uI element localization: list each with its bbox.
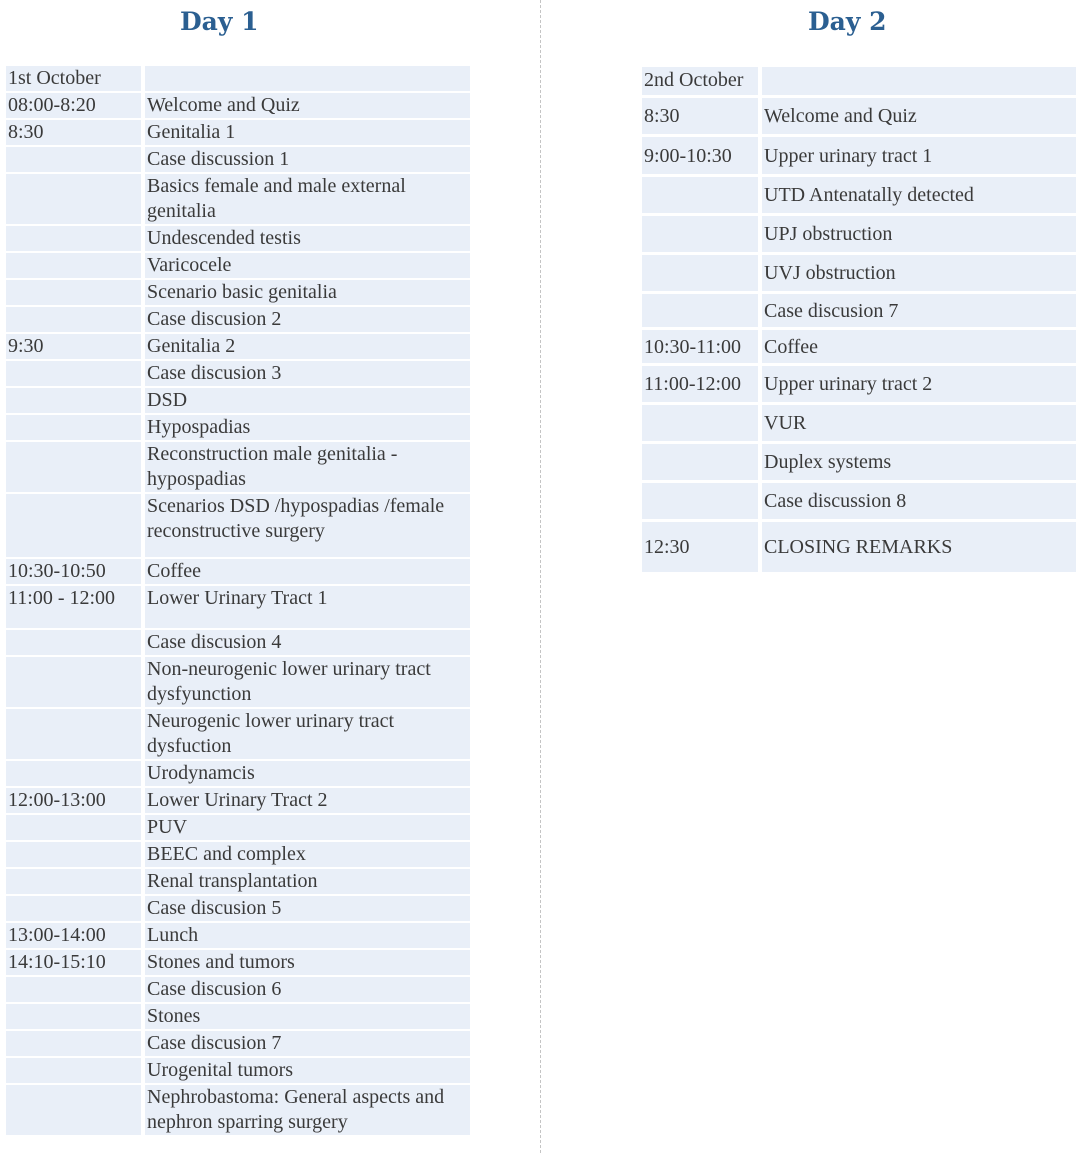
session-time: [642, 255, 758, 291]
session-topic: DSD: [145, 388, 470, 413]
session-topic: Case discusion 4: [145, 630, 470, 655]
schedule-row: [6, 657, 470, 707]
schedule-row: [6, 923, 470, 948]
session-topic: Upper urinary tract 1: [762, 137, 1076, 174]
session-time: [642, 216, 758, 252]
session-topic: Stones: [145, 1004, 470, 1029]
session-topic: Stones and tumors: [145, 950, 470, 975]
day1-schedule-table: [6, 64, 470, 1137]
session-topic: CLOSING REMARKS: [762, 522, 1076, 572]
day2-title: Day 2: [808, 7, 887, 36]
session-time: 2nd October: [642, 67, 758, 95]
session-topic: Duplex systems: [762, 444, 1076, 480]
schedule-row: [6, 361, 470, 386]
session-topic: Case discusion 7: [145, 1031, 470, 1056]
schedule-row: [6, 842, 470, 867]
session-topic: Genitalia 2: [145, 334, 470, 359]
session-time: [6, 657, 141, 707]
session-topic: Case discussion 8: [762, 483, 1076, 519]
session-time: [6, 147, 141, 172]
session-time: [6, 815, 141, 840]
schedule-row: [6, 93, 470, 118]
session-topic: Scenario basic genitalia: [145, 280, 470, 305]
schedule-row: [6, 1004, 470, 1029]
session-time: [6, 253, 141, 278]
session-time: 9:00-10:30: [642, 137, 758, 174]
session-topic: Renal transplantation: [145, 869, 470, 894]
session-topic: UPJ obstruction: [762, 216, 1076, 252]
schedule-row: [642, 330, 1076, 363]
session-time: [6, 842, 141, 867]
session-time: [6, 1004, 141, 1029]
session-topic: Case discusion 3: [145, 361, 470, 386]
schedule-row: [6, 174, 470, 224]
session-time: 14:10-15:10: [6, 950, 141, 975]
schedule-row: [6, 815, 470, 840]
session-time: 11:00-12:00: [642, 366, 758, 402]
schedule-row: [6, 977, 470, 1002]
session-time: [6, 977, 141, 1002]
session-time: [6, 226, 141, 251]
schedule-row: [6, 66, 470, 91]
session-topic: Coffee: [762, 330, 1076, 363]
session-topic: Genitalia 1: [145, 120, 470, 145]
session-topic: Case discusion 2: [145, 307, 470, 332]
session-topic: Welcome and Quiz: [762, 98, 1076, 134]
session-topic: PUV: [145, 815, 470, 840]
session-time: 08:00-8:20: [6, 93, 141, 118]
schedule-row: [642, 366, 1076, 402]
session-time: 10:30-10:50: [6, 559, 141, 584]
session-topic: UTD Antenatally detected: [762, 177, 1076, 213]
session-time: [6, 709, 141, 759]
session-time: [6, 415, 141, 440]
session-time: [6, 174, 141, 224]
session-time: [6, 869, 141, 894]
schedule-row: [6, 761, 470, 786]
session-topic: Scenarios DSD /hypospadias /female reconstructive surgery: [145, 494, 470, 557]
schedule-row: [6, 1031, 470, 1056]
session-time: 11:00 - 12:00: [6, 586, 141, 628]
session-time: [6, 1058, 141, 1083]
session-topic: Lunch: [145, 923, 470, 948]
session-time: 1st October: [6, 66, 141, 91]
schedule-row: [6, 896, 470, 921]
schedule-row: [6, 630, 470, 655]
session-topic: Hypospadias: [145, 415, 470, 440]
session-topic: Urogenital tumors: [145, 1058, 470, 1083]
session-topic: Coffee: [145, 559, 470, 584]
schedule-row: [6, 950, 470, 975]
session-topic: Undescended testis: [145, 226, 470, 251]
session-time: [642, 444, 758, 480]
schedule-row: [642, 98, 1076, 134]
schedule-row: [6, 334, 470, 359]
schedule-row: [642, 255, 1076, 291]
session-topic: Welcome and Quiz: [145, 93, 470, 118]
schedule-row: [6, 709, 470, 759]
session-time: [6, 761, 141, 786]
schedule-row: [6, 253, 470, 278]
session-time: 12:00-13:00: [6, 788, 141, 813]
schedule-row: [6, 869, 470, 894]
session-topic: Urodynamcis: [145, 761, 470, 786]
session-time: [642, 405, 758, 441]
session-topic: Reconstruction male genitalia - hypospadias: [145, 442, 470, 492]
session-topic: Case discusion 6: [145, 977, 470, 1002]
session-topic: [762, 67, 1076, 95]
session-time: [6, 494, 141, 557]
schedule-row: [6, 788, 470, 813]
session-time: [6, 307, 141, 332]
schedule-row: [642, 216, 1076, 252]
schedule-row: [6, 1058, 470, 1083]
session-time: 8:30: [642, 98, 758, 134]
schedule-row: [6, 494, 470, 557]
schedule-row: [6, 226, 470, 251]
day1-title: Day 1: [180, 7, 259, 36]
session-topic: Nephrobastoma: General aspects and nephron sparring surgery: [145, 1085, 470, 1135]
session-time: [642, 294, 758, 327]
session-time: [6, 388, 141, 413]
session-topic: Case discusion 7: [762, 294, 1076, 327]
session-time: [6, 1031, 141, 1056]
session-time: [6, 442, 141, 492]
schedule-row: [6, 1085, 470, 1135]
column-divider: [540, 0, 541, 1153]
session-time: 13:00-14:00: [6, 923, 141, 948]
schedule-row: [6, 415, 470, 440]
session-time: 9:30: [6, 334, 141, 359]
schedule-row: [642, 177, 1076, 213]
session-topic: BEEC and complex: [145, 842, 470, 867]
schedule-row: [6, 147, 470, 172]
schedule-row: [642, 67, 1076, 95]
session-topic: [145, 66, 470, 91]
schedule-row: [6, 307, 470, 332]
session-time: [6, 1085, 141, 1135]
session-topic: Upper urinary tract 2: [762, 366, 1076, 402]
schedule-row: [6, 559, 470, 584]
session-time: [642, 177, 758, 213]
session-topic: Non-neurogenic lower urinary tract dysfyunction: [145, 657, 470, 707]
session-topic: Lower Urinary Tract 1: [145, 586, 470, 628]
session-time: [6, 896, 141, 921]
schedule-row: [642, 405, 1076, 441]
schedule-row: [642, 522, 1076, 572]
schedule-row: [6, 388, 470, 413]
session-topic: UVJ obstruction: [762, 255, 1076, 291]
session-time: [6, 630, 141, 655]
schedule-row: [6, 442, 470, 492]
session-topic: Varicocele: [145, 253, 470, 278]
schedule-row: [6, 280, 470, 305]
session-time: [6, 280, 141, 305]
session-time: [6, 361, 141, 386]
session-topic: Case discusion 5: [145, 896, 470, 921]
session-time: 10:30-11:00: [642, 330, 758, 363]
session-time: 12:30: [642, 522, 758, 572]
schedule-row: [642, 294, 1076, 327]
session-topic: Lower Urinary Tract 2: [145, 788, 470, 813]
session-topic: VUR: [762, 405, 1076, 441]
session-time: 8:30: [6, 120, 141, 145]
schedule-row: [6, 586, 470, 628]
schedule-row: [6, 120, 470, 145]
day2-schedule-table: [642, 64, 1076, 575]
schedule-row: [642, 444, 1076, 480]
schedule-row: [642, 483, 1076, 519]
schedule-row: [642, 137, 1076, 174]
session-time: [642, 483, 758, 519]
session-topic: Case discussion 1: [145, 147, 470, 172]
session-topic: Neurogenic lower urinary tract dysfuction: [145, 709, 470, 759]
session-topic: Basics female and male external genitalia: [145, 174, 470, 224]
